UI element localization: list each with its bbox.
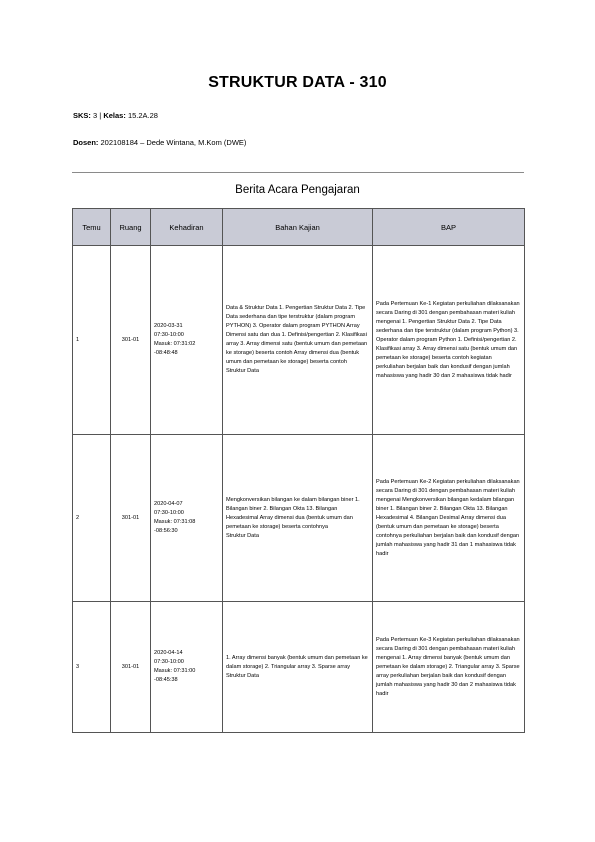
separator: | <box>99 111 102 120</box>
table-row <box>73 435 525 602</box>
page-title: STRUKTUR DATA - 310 <box>208 74 387 91</box>
ruang-cell: 301-01 <box>111 246 151 435</box>
bahan-kajian-text: 1. Array dimensi banyak (bentuk umum dan pemetaan ke dalam storage) 2. Triangular array 3. Sparse array <box>226 654 368 670</box>
section-title: Berita Acara Pengajaran <box>235 184 360 196</box>
kehadiran-cell <box>151 602 223 733</box>
kehadiran-date: 2020-03-31 <box>154 323 183 329</box>
lecturer-info <box>73 138 246 147</box>
kehadiran-masuk: Masuk: 07:31:02 <box>154 341 196 347</box>
header-temu: Temu <box>73 209 111 246</box>
ruang-cell: 301-01 <box>111 602 151 733</box>
bap-cell: Pada Pertemuan Ke-3 Kegiatan perkuliahan dilaksanakan secara Daring di 301 dengan pembahasan materi kuliah mengenai 1. Array dimensi banyak (bentuk umum dan pemetaan ke dalam storage) 2. Triangular array 3. Sparse array perkuliahan berjalan baik dan kondusif dengan jumlah mahasiswa yang hadir 30 dan 2 mahasiswa tidak hadir <box>373 602 525 733</box>
bahan-kajian-cell <box>223 602 373 733</box>
kehadiran-cell <box>151 435 223 602</box>
sks-label: SKS: <box>73 111 91 120</box>
kehadiran-time: 07:30-10:00 <box>154 332 184 338</box>
bap-cell: Pada Pertemuan Ke-2 Kegiatan perkuliahan dilaksanakan secara Daring di 301 dengan pembahasan materi kuliah mengenai Mengkonversikan bilangan kedalam bilangan biner 1. Bilangan biner 2. Bilangan Okta 13. Bilangan Hexadesimal 4. Bilangan Desimal Array dimensi dua (bentuk umum dan pemetaan ke storage) beserta contohnya perkuliahan berjalan baik dan kondusif dengan jumlah mahasiswa yang hadir 31 dan 1 mahasiswa tidak hadir <box>373 435 525 602</box>
sks-value: 3 <box>93 111 98 120</box>
kehadiran-time: 07:30-10:00 <box>154 510 184 516</box>
kehadiran-masuk: Masuk: 07:31:08 <box>154 519 196 525</box>
temu-cell: 2 <box>73 435 111 602</box>
kelas-value: 15.2A.28 <box>127 111 158 120</box>
course-info <box>73 111 158 120</box>
bahan-kajian-course: Struktur Data <box>226 672 259 679</box>
table-header-row <box>73 209 525 246</box>
table-row <box>73 602 525 733</box>
kehadiran-keluar: -08:56:30 <box>154 528 178 534</box>
kehadiran-time: 07:30-10:00 <box>154 659 184 665</box>
kelas-label: Kelas: <box>103 111 126 120</box>
divider <box>72 172 524 173</box>
header-bap: BAP <box>373 209 525 246</box>
bap-cell: Pada Pertemuan Ke-1 Kegiatan perkuliahan dilaksanakan secara Daring di 301 dengan pembahasan materi kuliah mengenai 1. Pengertian Struktur Data 2. Tipe Data sederhana dan tipe terstruktur (dalam program Python) 3. Operator dalam program Python 1. Definisi/pengertian 2. Klasifikasi array 3. Array dimensi satu (bentuk umum dan pemetaan ke storage) beserta contoh kegiatan perkuliahan berjalan baik dan kondusif dengan jumlah mahasiswa yang hadir 30 dan 2 mahasiswa tidak hadir <box>373 246 525 435</box>
header-bahan-kajian: Bahan Kajian <box>223 209 373 246</box>
bahan-kajian-text: Mengkonversikan bilangan ke dalam bilangan biner 1. Bilangan biner 2. Bilangan Okta 13. Bilangan Hexadesimal Array dimensi dua (bentuk umum dan pemetaan ke storage) beserta contohnya <box>226 496 360 530</box>
kehadiran-cell <box>151 246 223 435</box>
kehadiran-keluar: -08:45:38 <box>154 677 178 683</box>
bap-table <box>72 208 525 733</box>
table-row <box>73 246 525 435</box>
dosen-label: Dosen: <box>73 138 99 147</box>
bahan-kajian-course: Struktur Data <box>226 368 259 374</box>
header-kehadiran: Kehadiran <box>151 209 223 246</box>
bahan-kajian-text: Data & Struktur Data 1. Pengertian Struktur Data 2. Tipe Data sederhana dan tipe terstruktur (dalam program PYTHON) 3. Operator dalam program PYTHON Array Dimensi satu dan dua 1. Definisi/pengertian 2. Klasifikasi array 3. Array dimensi satu (bentuk umum dan pemetaan ke storage) beserta contoh Array dimensi dua (bentuk umum dan pemetaan ke storage) beserta contoh <box>226 305 368 365</box>
bahan-kajian-cell <box>223 435 373 602</box>
temu-cell: 1 <box>73 246 111 435</box>
ruang-cell: 301-01 <box>111 435 151 602</box>
bahan-kajian-course: Struktur Data <box>226 532 259 539</box>
kehadiran-masuk: Masuk: 07:31:00 <box>154 668 196 674</box>
header-ruang: Ruang <box>111 209 151 246</box>
dosen-value: 202108184 – Dede Wintana, M.Kom (DWE) <box>100 138 247 147</box>
bahan-kajian-cell <box>223 246 373 435</box>
kehadiran-keluar: -08:48:48 <box>154 350 178 356</box>
kehadiran-date: 2020-04-07 <box>154 501 183 507</box>
kehadiran-date: 2020-04-14 <box>154 650 183 656</box>
temu-cell: 3 <box>73 602 111 733</box>
